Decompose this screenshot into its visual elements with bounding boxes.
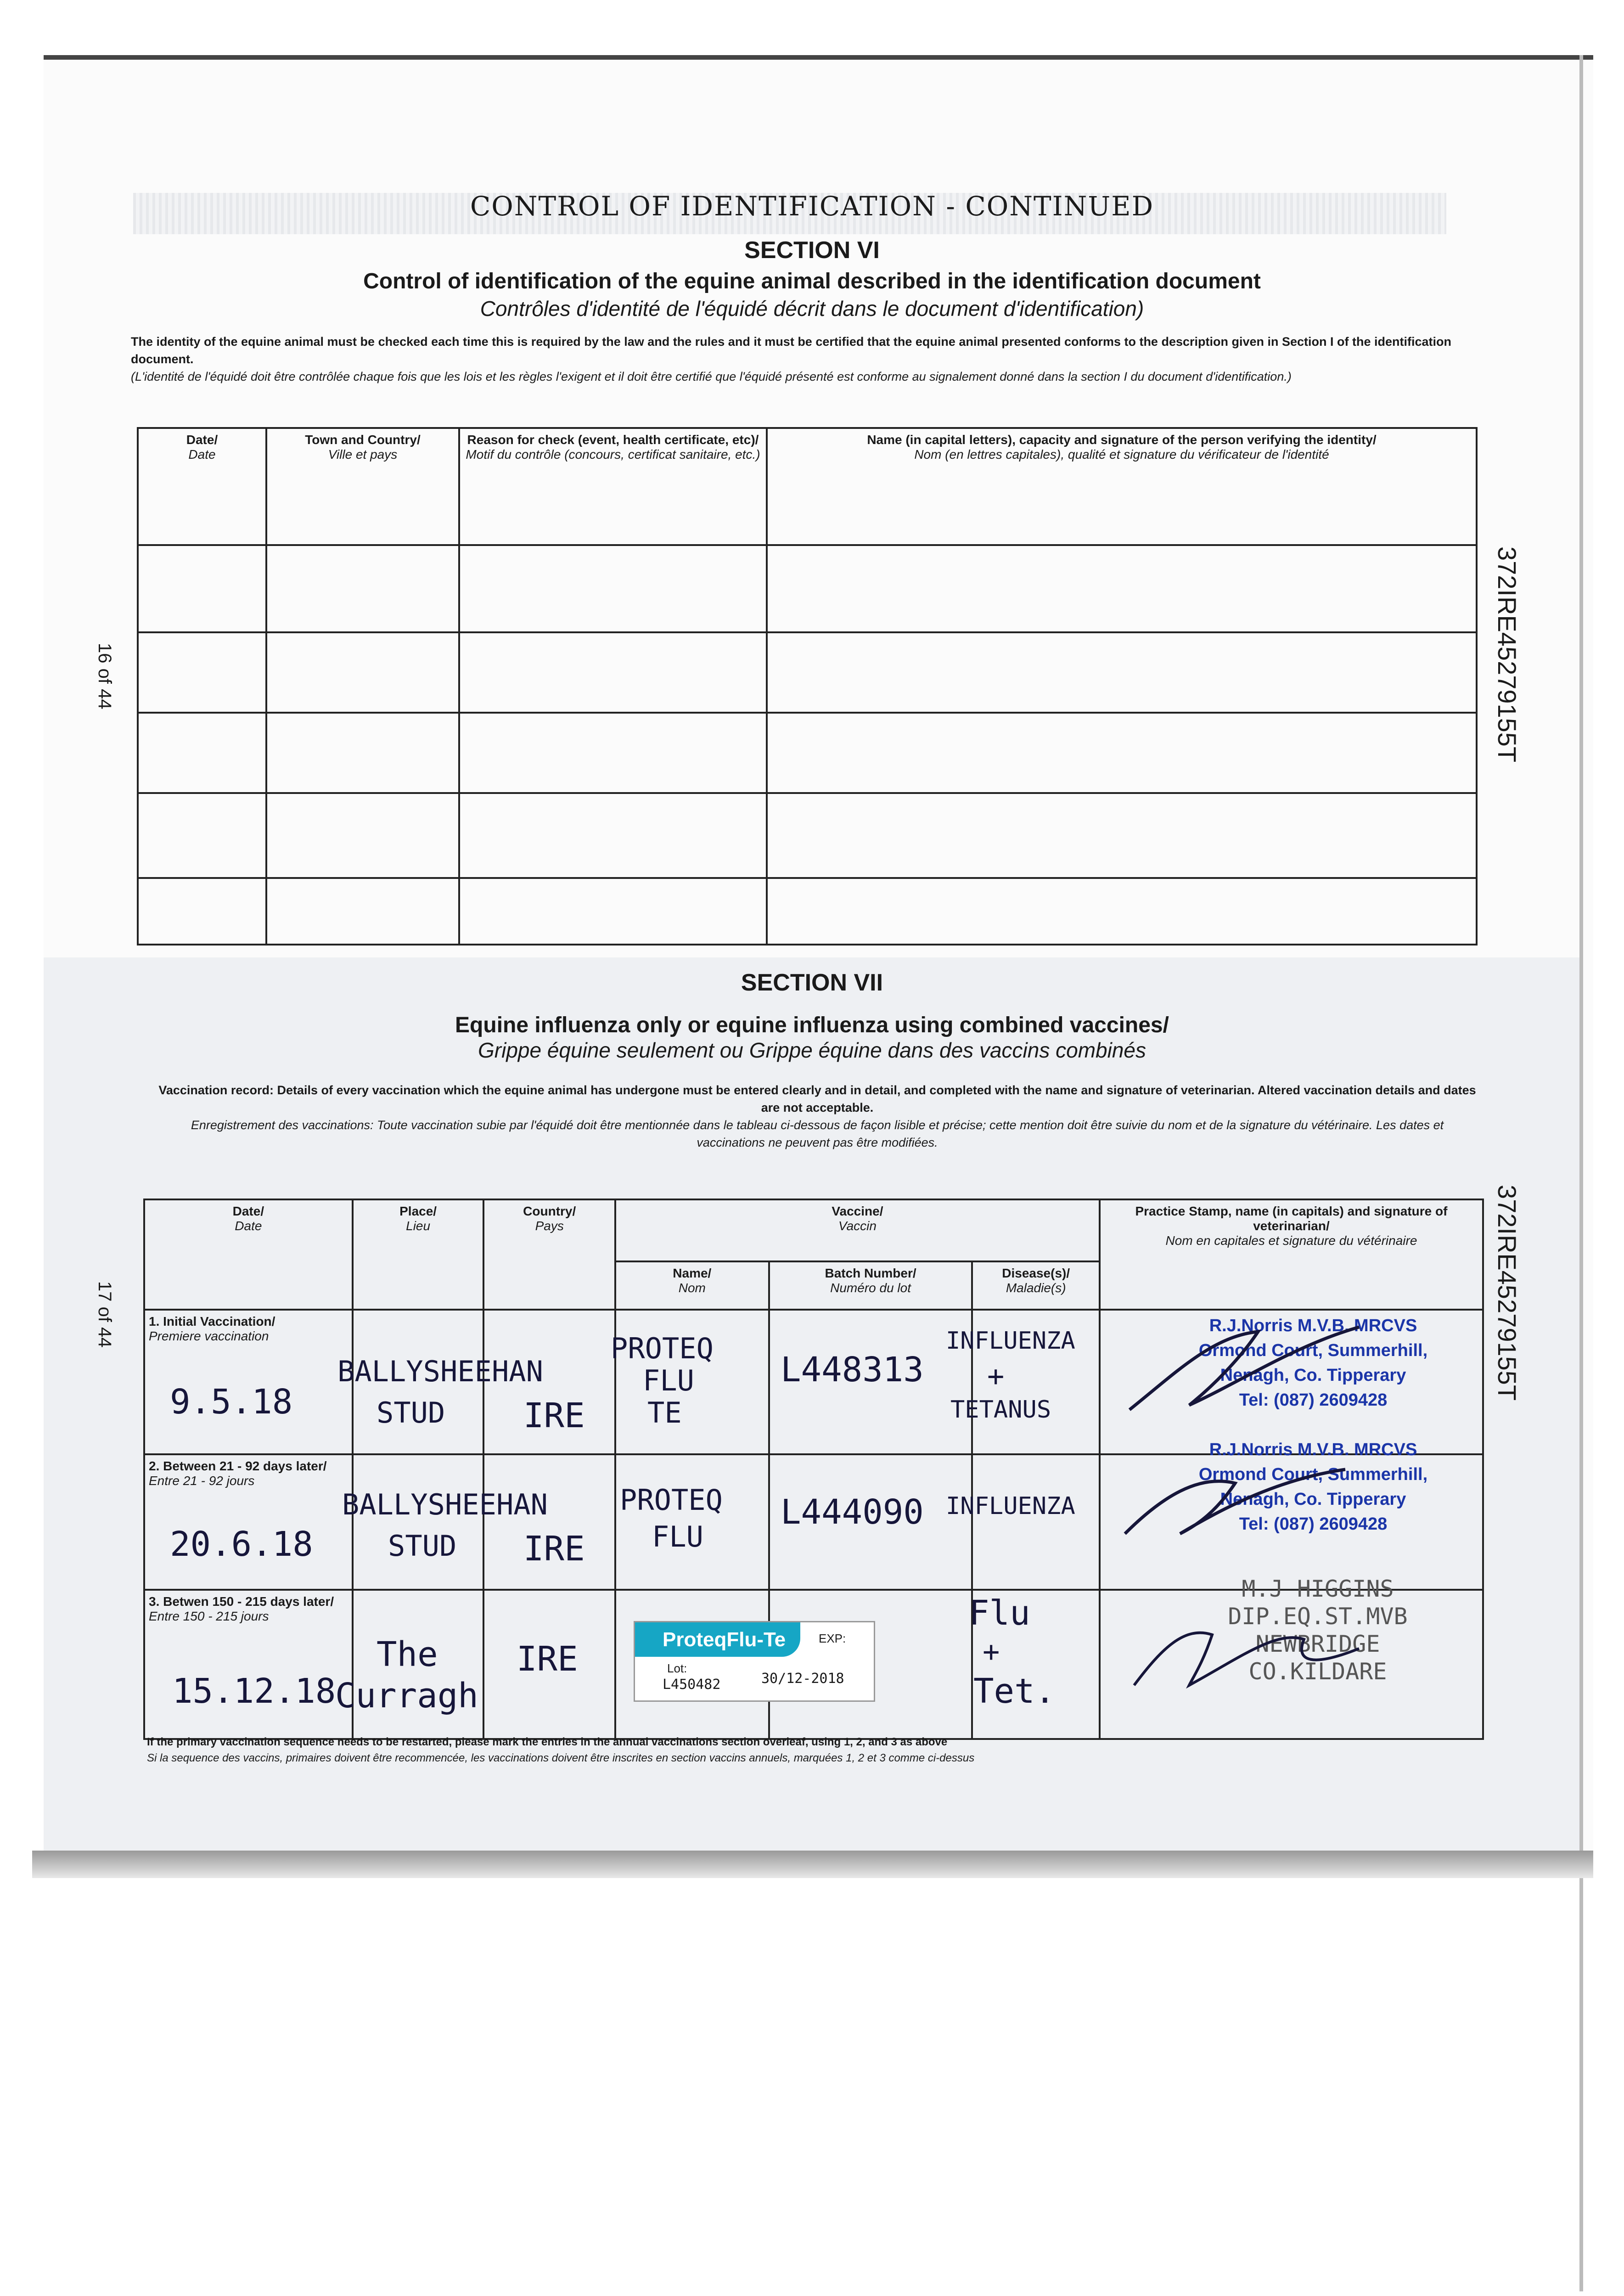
col-disease-header: Disease(s)/ Maladie(s) xyxy=(972,1261,1099,1310)
table-row xyxy=(138,632,1477,713)
vaccine-sticker-exp: 30/12-2018 xyxy=(761,1671,844,1687)
col-date-header: Date/ Date xyxy=(138,428,266,545)
row2-vet-stamp: R.J.Norris M.V.B. MRCVS Ormond Court, Summerhill, Nenagh, Co. Tipperary Tel: (087) 2609428 xyxy=(1198,1440,1428,1534)
row1-vaccine-name-line2: FLU xyxy=(643,1364,694,1397)
section7-title-en: Equine influenza only or equine influenza using combined vaccines/ xyxy=(455,1013,1169,1037)
row2-signature xyxy=(1116,1456,1373,1548)
table-row xyxy=(138,878,1477,945)
section6-title-fr: Contrôles d'identité de l'équidé décrit dans le document d'identification) xyxy=(480,297,1144,321)
row1-disease-line2: + xyxy=(987,1359,1005,1393)
footnote-fr: Si la sequence des vaccins, primaires doivent être recommencée, les vaccinations doivent être inscrites en section vaccins annuels, marquées 1, 2 et 3 comme ci-dessus xyxy=(147,1752,975,1764)
row3-disease-line2: + xyxy=(983,1635,1000,1668)
scan-shadow xyxy=(32,1851,1593,1878)
row2-place-line2: STUD xyxy=(388,1529,457,1563)
col-name-header: Name/ Nom xyxy=(615,1261,769,1310)
row2-date-cell: 2. Between 21 - 92 days later/ Entre 21 - 92 jours xyxy=(144,1454,353,1590)
section6-instructions xyxy=(131,333,1462,385)
row2-vaccine-name-line1: PROTEQ xyxy=(620,1483,723,1517)
row1-country: IRE xyxy=(523,1396,585,1435)
row1-vet-stamp: R.J.Norris M.V.B. MRCVS Ormond Court, Summerhill, Nenagh, Co. Tipperary Tel: (087) 2609428 xyxy=(1198,1316,1428,1410)
row1-date: 9.5.18 xyxy=(170,1382,293,1422)
row1-disease-line1: INFLUENZA xyxy=(946,1327,1075,1355)
page-number-17: 17 of 44 xyxy=(95,1281,115,1348)
row2-vaccine-name-line2: FLU xyxy=(652,1520,703,1553)
col-town-header: Town and Country/ Ville et pays xyxy=(266,428,459,545)
col-place-header: Place/ Lieu xyxy=(353,1199,484,1310)
row1-vaccine-name-line3: TE xyxy=(647,1396,682,1429)
col-batch-header: Batch Number/ Numéro du lot xyxy=(769,1261,972,1310)
section7-record xyxy=(156,1081,1478,1151)
section6-title-en: Control of identification of the equine animal described in the identification document xyxy=(363,269,1261,293)
row2-country: IRE xyxy=(523,1529,585,1569)
col-reason-header: Reason for check (event, health certificate, etc)/ Motif du contrôle (concours, certificat sanitaire, etc.) xyxy=(459,428,767,545)
row3-date-cell: 3. Betwen 150 - 215 days later/ Entre 150 - 215 jours xyxy=(144,1590,353,1739)
vaccine-sticker-lot: L450482 xyxy=(663,1677,721,1693)
row1-signature xyxy=(1120,1318,1377,1424)
table-row xyxy=(138,793,1477,878)
row2-disease-line1: INFLUENZA xyxy=(946,1492,1075,1520)
section6-heading: SECTION VI xyxy=(744,237,880,264)
row2-date: 20.6.18 xyxy=(170,1525,313,1564)
row3-place-line2: Curragh xyxy=(335,1676,478,1716)
section6-instructions-en: The identity of the equine animal must be checked each time this is required by the law and the rules and it must be certified that the equine animal presented conforms to the description given in Section I of the identification document. xyxy=(131,335,1452,366)
row2-batch: L444090 xyxy=(781,1492,924,1532)
col-verifier-header: Name (in capital letters), capacity and signature of the person verifying the identity/ Nom (en lettres capitales), qualité et signature du vérificateur de l'identité xyxy=(767,428,1477,545)
section7-heading: SECTION VII xyxy=(741,969,883,996)
row1-batch: L448313 xyxy=(781,1350,924,1390)
page-title: CONTROL OF IDENTIFICATION - CONTINUED xyxy=(470,191,1154,222)
row1-date-cell: 1. Initial Vaccination/ Premiere vaccination xyxy=(144,1310,353,1454)
vaccine-sticker-exp-label: EXP: xyxy=(819,1632,846,1645)
table-row xyxy=(138,713,1477,793)
col-country-header: Country/ Pays xyxy=(483,1199,615,1310)
footnote-en: If the primary vaccination sequence needs to be restarted, please mark the entries in the annual vaccinations section overleaf, using 1, 2, and 3 as above xyxy=(147,1736,948,1748)
row3-signature xyxy=(1120,1598,1377,1704)
row1-place-line2: STUD xyxy=(376,1396,445,1429)
passport-id-top: 372IRE45279155T xyxy=(1493,546,1522,763)
row3-country: IRE xyxy=(517,1639,578,1679)
row3-vet-stamp: M.J HIGGINS DIP.EQ.ST.MVB NEWBRIDGE CO.KILDARE xyxy=(1228,1576,1408,1685)
row3-disease-line3: Tet. xyxy=(973,1671,1056,1711)
col-vet-header: Practice Stamp, name (in capitals) and signature of veterinarian/ Nom en capitales et signature du vétérinaire xyxy=(1100,1199,1483,1310)
passport-id-bottom: 372IRE45279155T xyxy=(1493,1185,1522,1401)
vaccine-sticker-brand: ProteqFlu-Te xyxy=(635,1622,800,1657)
col-date-header: Date/ Date xyxy=(144,1199,353,1310)
row1-place-line1: BALLYSHEEHAN xyxy=(337,1355,543,1388)
row2-place-line1: BALLYSHEEHAN xyxy=(342,1488,548,1521)
section7-record-en: Vaccination record: Details of every vaccination which the equine animal has undergone must be entered clearly and in detail, and completed with the name and signature of veterinarian. Altered vaccination details and dates are not acceptable. xyxy=(158,1083,1476,1114)
section6-table xyxy=(137,427,1478,945)
col-vaccine-header: Vaccine/ Vaccin xyxy=(615,1199,1100,1261)
vaccine-sticker-label xyxy=(634,1621,875,1702)
row3-disease-line1: Flu xyxy=(969,1593,1030,1633)
section7-record-fr: Enregistrement des vaccinations: Toute vaccination subie par l'équidé doit être mentionnée dans le tableau ci-dessous de façon lisible et précise; cette mention doit être suivie du nom et de la signature du vétérinaire. Les dates et vaccinations ne peuvent pas être modifiées. xyxy=(191,1118,1444,1149)
section6-instructions-fr: (L'identité de l'équidé doit être contrôlée chaque fois que les lois et les règles l'exigent et il doit être certifié que l'équidé présenté est conforme au signalement donné dans la section I du document d'identification.) xyxy=(131,370,1292,383)
row3-place-line1: The xyxy=(376,1635,438,1674)
row3-date: 15.12.18 xyxy=(172,1671,336,1711)
row1-disease-line3: TETANUS xyxy=(950,1396,1051,1424)
table-row xyxy=(138,545,1477,632)
vaccine-sticker-lot-label: Lot: xyxy=(667,1661,687,1675)
page-number-16: 16 of 44 xyxy=(95,643,115,709)
page-edge xyxy=(1579,55,1583,2291)
row1-vaccine-name-line1: PROTEQ xyxy=(611,1332,714,1365)
section7-title-fr: Grippe équine seulement ou Grippe équine dans des vaccins combinés xyxy=(478,1038,1146,1062)
